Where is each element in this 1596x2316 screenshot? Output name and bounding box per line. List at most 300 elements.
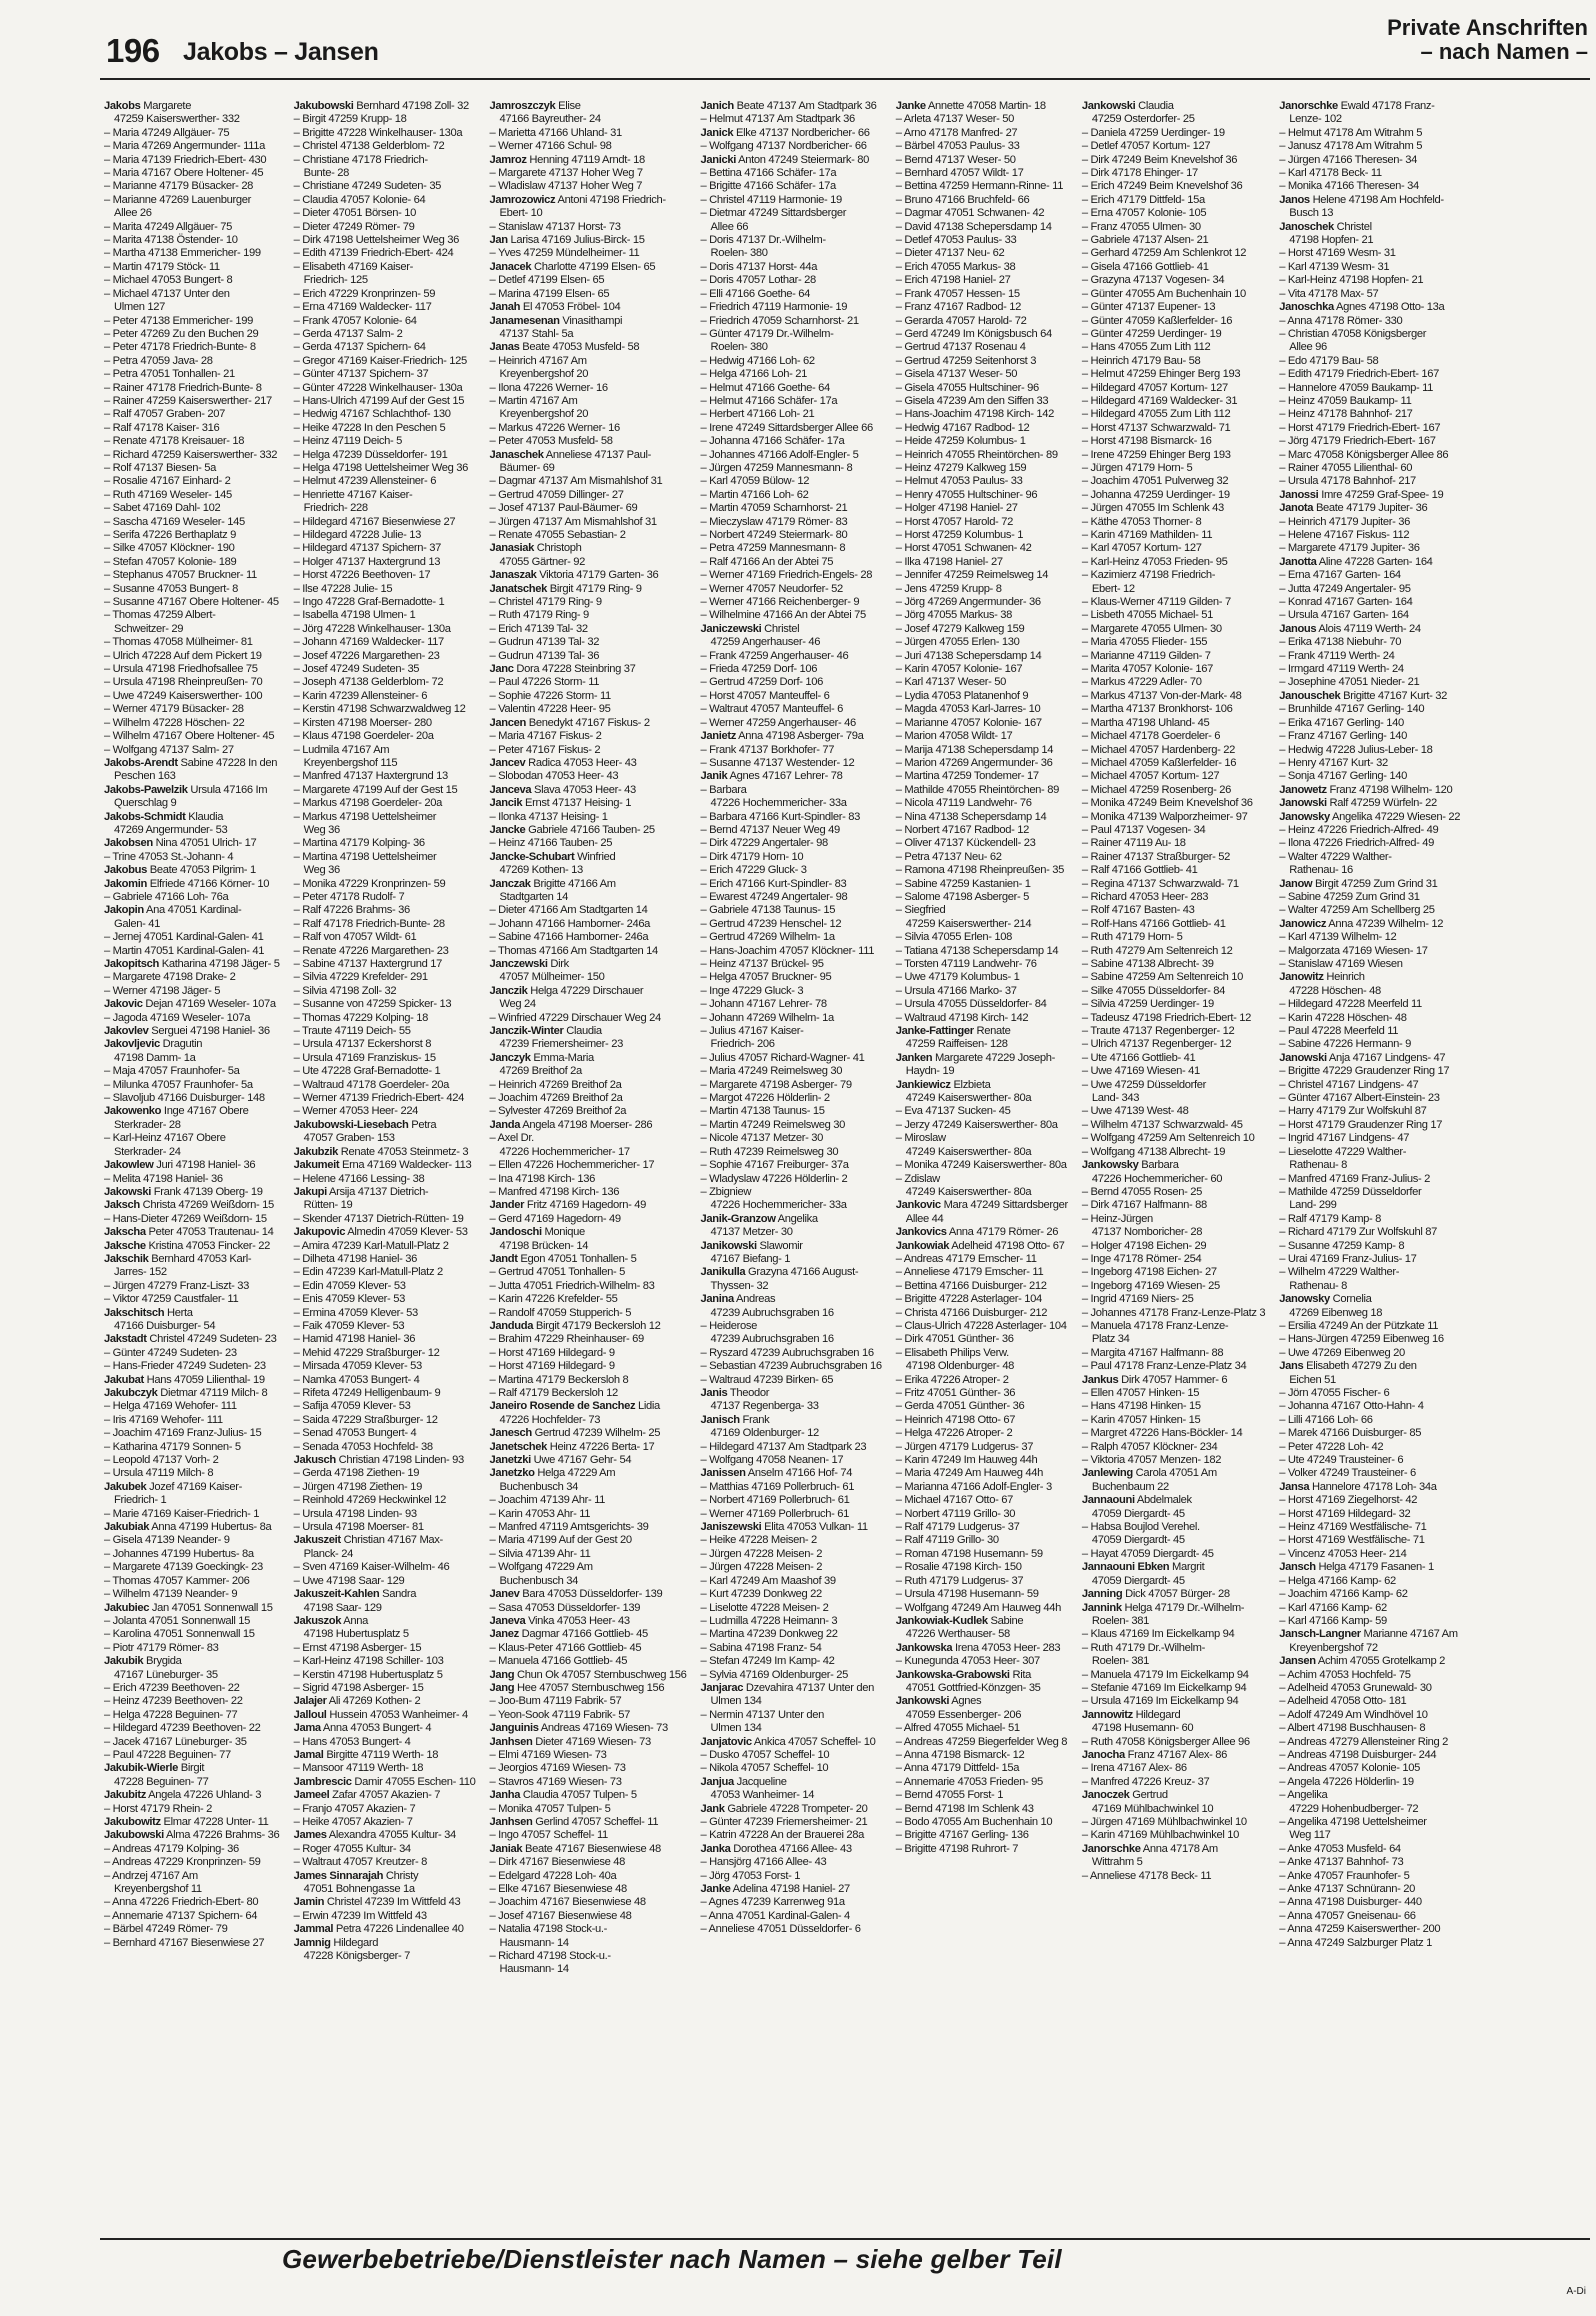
- listing-entry: [490, 985, 687, 998]
- listing-entry: [490, 971, 687, 984]
- listing-entry: [1279, 475, 1460, 488]
- entry-details: – Hans-Joachim 47057 Klöckner- 111: [700, 944, 875, 957]
- entry-details: 47198 Hubertusplatz 5: [303, 1628, 409, 1641]
- listing-entry: [701, 690, 882, 703]
- entry-details: – Hedwig 47167 Schlachthof- 130: [293, 408, 451, 421]
- entry-details: – Sven 47169 Kaiser-Wilhelm- 46: [293, 1561, 450, 1574]
- entry-details: Hans 47059 Lilienthal- 19: [143, 1373, 265, 1386]
- listing-entry: [1279, 1923, 1460, 1936]
- entry-details: – Jörg 47179 Friedrich-Ebert- 167: [1279, 435, 1436, 448]
- entry-details: – Magda 47053 Karl-Jarres- 10: [895, 703, 1041, 716]
- listing-entry: [1082, 1347, 1265, 1360]
- entry-details: – Gabriele 47137 Alsen- 21: [1081, 234, 1209, 247]
- listing-entry: [896, 1025, 1068, 1038]
- entry-details: Gabriele 47228 Trompeter- 20: [724, 1802, 868, 1815]
- entry-details: – Inge 47178 Römer- 254: [1081, 1252, 1202, 1265]
- listing-entry: [896, 797, 1068, 810]
- entry-details: – Erna 47169 Waldecker- 117: [293, 301, 432, 314]
- listing-entry: [701, 315, 882, 328]
- listing-entry: [294, 1896, 476, 1909]
- listing-entry: [896, 180, 1068, 193]
- entry-details: – Karl 47139 Wesm- 31: [1279, 260, 1390, 273]
- entry-details: – Ute 47249 Trausteiner- 6: [1279, 1454, 1404, 1467]
- entry-details: Allee 26: [114, 207, 152, 220]
- entry-details: – Heinz 47239 Beethoven- 22: [104, 1695, 243, 1708]
- entry-details: – Günter 47239 Friemersheimer- 21: [700, 1816, 868, 1828]
- listing-entry: [104, 1628, 280, 1641]
- entry-details: – Detlef 47053 Paulus- 33: [895, 234, 1017, 247]
- entry-details: – Kerstin 47198 Hubertusplatz 5: [293, 1668, 443, 1681]
- entry-details: – Helmut 47259 Ehinger Berg 193: [1081, 368, 1241, 381]
- listing-entry: [294, 1307, 476, 1320]
- entry-details: – Karl-Heinz 47167 Obere: [104, 1132, 226, 1145]
- entry-details: Alma 47226 Brahms- 36: [163, 1829, 280, 1842]
- listing-entry: [104, 931, 280, 944]
- entry-details: Birgit 47259 Zum Grind 31: [1312, 877, 1438, 890]
- listing-entry: [104, 1682, 280, 1695]
- listing-entry: [104, 650, 280, 663]
- entry-details: – Silvia 47139 Ahr- 11: [489, 1547, 591, 1560]
- entry-details: Adelheid 47198 Otto- 67: [949, 1239, 1065, 1252]
- listing-entry: [1279, 502, 1460, 515]
- entry-details: Birgit 47179 Ring- 9: [546, 582, 642, 595]
- entry-details: – Reinhold 47269 Heckwinkel 12: [293, 1494, 447, 1507]
- entry-details: – Wolfgang 47259 Am Seltenreich 10: [1081, 1132, 1255, 1145]
- entry-details: – Hildegard 47239 Beethoven- 22: [104, 1722, 261, 1735]
- entry-details: – Zdislaw: [895, 1172, 940, 1185]
- entry-details: – Helga 47169 Wehofer- 111: [104, 1400, 237, 1413]
- entry-details: Sabine: [987, 1614, 1024, 1627]
- listing-entry: [1279, 1602, 1460, 1615]
- entry-details: – Horst 47169 Hildegard- 9: [489, 1360, 615, 1373]
- listing-entry: [104, 1776, 280, 1789]
- listing-entry: [104, 516, 280, 529]
- listing-entry: [1082, 609, 1265, 622]
- listing-entry: [104, 221, 280, 234]
- entry-details: – Helga 47198 Uettelsheimer Weg 36: [293, 461, 469, 474]
- listing-entry: [104, 113, 280, 126]
- surname: Janiczewski: [700, 622, 762, 635]
- entry-details: – Jernej 47051 Kardinal-Galen- 41: [104, 931, 264, 944]
- entry-details: – Johann 47169 Waldecker- 117: [293, 636, 444, 649]
- entry-details: – Jörg 47055 Markus- 38: [895, 609, 1013, 622]
- listing-entry: [1082, 502, 1265, 515]
- listing-entry: [701, 636, 882, 649]
- entry-details: Barbara: [1138, 1159, 1179, 1172]
- listing-entry: [1279, 851, 1460, 864]
- listing-entry: [104, 1105, 280, 1118]
- surname: Janceva: [489, 783, 532, 796]
- entry-details: – Sigrid 47198 Asberger- 15: [293, 1681, 424, 1694]
- entry-details: – Manfred 47119 Amtsgerichts- 39: [489, 1521, 649, 1534]
- entry-details: Bernhard 47198 Zoll- 32: [353, 100, 469, 112]
- entry-details: – Silvia 47259 Uerdinger- 19: [1081, 998, 1214, 1011]
- listing-entry: [294, 100, 476, 113]
- listing-entry: [1279, 891, 1460, 904]
- entry-details: – Thomas 47229 Kolping- 18: [293, 1011, 428, 1024]
- entry-details: – Johannes 47166 Adolf-Engler- 5: [700, 448, 859, 461]
- entry-details: – Bruno 47166 Bruchfeld- 66: [895, 193, 1030, 206]
- surname: Jang: [489, 1681, 515, 1694]
- listing-entry: [1279, 1079, 1460, 1092]
- listing-entry: [701, 1454, 882, 1467]
- listing-entry: [1279, 408, 1460, 421]
- listing-entry: [1279, 650, 1460, 663]
- entry-details: – Edith 47179 Friedrich-Ebert- 167: [1279, 368, 1439, 381]
- listing-entry: [701, 1655, 882, 1668]
- entry-details: – Helmut 47239 Allensteiner- 6: [293, 475, 437, 488]
- entry-details: – Anna 47179 Dittfeld- 15a: [895, 1762, 1020, 1775]
- listing-entry: [294, 676, 476, 689]
- listing-entry: [104, 1803, 280, 1816]
- listing-entry: [104, 462, 280, 475]
- listing-entry: [294, 1508, 476, 1521]
- entry-details: – Ingeborg 47198 Eichen- 27: [1081, 1266, 1217, 1279]
- entry-details: – Ruth 47179 Ring- 9: [489, 609, 589, 622]
- entry-details: Roelen- 381: [1091, 1614, 1150, 1627]
- surname: Jakovlev: [104, 1025, 149, 1038]
- entry-details: – Monika 47249 Beim Knevelshof 36: [1081, 797, 1253, 810]
- listing-entry: [490, 1199, 687, 1212]
- listing-entry: [896, 1213, 1068, 1226]
- listing-entry: [294, 1280, 476, 1293]
- surname: Jans: [1279, 1360, 1304, 1373]
- listing-entry: [1279, 1937, 1460, 1950]
- listing-entry: [1082, 811, 1265, 824]
- surname: Janoczek: [1081, 1789, 1130, 1802]
- listing-entry: [1082, 489, 1265, 502]
- listing-entry: [896, 1333, 1068, 1346]
- entry-details: – Detlef 47057 Kortum- 127: [1081, 140, 1211, 153]
- entry-details: – Manuela 47179 Im Eickelkamp 94: [1081, 1668, 1249, 1681]
- surname: Jakupi: [293, 1185, 327, 1198]
- entry-details: – Bernd 47055 Forst- 1: [895, 1789, 1004, 1802]
- entry-details: – Roman 47198 Husemann- 59: [895, 1547, 1043, 1560]
- entry-details: Friedrich- 1: [114, 1494, 167, 1507]
- listing-entry: [1082, 717, 1265, 730]
- listing-entry: [701, 234, 882, 247]
- entry-details: – Karl-Heinz 47198 Hopfen- 21: [1279, 274, 1424, 287]
- entry-details: Inge 47167 Obere: [161, 1105, 249, 1118]
- listing-entry: [490, 1307, 687, 1320]
- entry-details: – Anna 47057 Gneisenau- 66: [1279, 1909, 1416, 1922]
- entry-details: Ankica 47057 Scheffel- 10: [751, 1735, 876, 1748]
- entry-details: – Sabine 47259 Am Seltenreich 10: [1081, 971, 1243, 984]
- listing-entry: [294, 1427, 476, 1440]
- listing-entry: [1279, 556, 1460, 569]
- surname: Janasiak: [489, 542, 534, 555]
- entry-details: – Dirk 47178 Ehinger- 17: [1081, 167, 1198, 180]
- entry-details: Claudia: [563, 1025, 602, 1038]
- surname: Jaksch: [104, 1199, 140, 1212]
- listing-entry: [896, 1494, 1068, 1507]
- listing-entry: [1279, 1776, 1460, 1789]
- entry-details: – Margarete 47139 Goeckingk- 23: [104, 1561, 263, 1574]
- entry-details: – Wolfgang 47137 Salm- 27: [104, 743, 234, 756]
- listing-entry: [294, 1387, 476, 1400]
- listing-entry: [104, 1400, 280, 1413]
- listing-entry: [490, 1454, 687, 1467]
- entry-details: – Erika 47226 Atroper- 2: [895, 1373, 1009, 1386]
- listing-entry: [1279, 368, 1460, 381]
- listing-entry: [1082, 368, 1265, 381]
- listing-entry: [490, 422, 687, 435]
- surname: Jankowska-Grabowski: [895, 1668, 1010, 1681]
- entry-details: Benedykt 47167 Fiskus- 2: [525, 716, 650, 729]
- listing-entry: [701, 274, 882, 287]
- entry-details: – Ernst 47198 Asberger- 15: [293, 1641, 422, 1654]
- listing-entry: [896, 1709, 1068, 1722]
- entry-details: – Gerda 47051 Günther- 36: [895, 1400, 1025, 1413]
- listing-entry: [896, 931, 1068, 944]
- listing-entry: [701, 1427, 882, 1440]
- listing-entry: [701, 811, 882, 824]
- listing-entry: [104, 1669, 280, 1682]
- entry-details: – Bettina 47259 Hermann-Rinne- 11: [895, 180, 1064, 193]
- surname: Jakubik: [104, 1655, 144, 1668]
- listing-entry: [896, 824, 1068, 837]
- listing-entry: [701, 382, 882, 395]
- listing-entry: [896, 1789, 1068, 1802]
- listing-entry: [490, 770, 687, 783]
- entry-details: Birgitte 47119 Werth- 18: [323, 1748, 439, 1761]
- listing-entry: [896, 1762, 1068, 1775]
- listing-entry: [701, 1588, 882, 1601]
- listing-entry: [701, 1347, 882, 1360]
- entry-details: – Ryszard 47239 Aubruchsgraben 16: [700, 1346, 874, 1359]
- entry-details: – Manfred 47198 Kirch- 136: [489, 1185, 620, 1198]
- entry-details: – Dirk 47051 Günther- 36: [895, 1333, 1014, 1346]
- entry-details: – Klaus-Werner 47119 Gilden- 7: [1081, 596, 1231, 609]
- listing-entry: [104, 1467, 280, 1480]
- listing-entry: [896, 1079, 1068, 1092]
- listing-entry: [701, 1923, 882, 1936]
- entry-details: – Rainer 47178 Friedrich-Bunte- 8: [104, 381, 262, 394]
- listing-entry: [701, 851, 882, 864]
- listing-entry: [490, 596, 687, 609]
- entry-details: – Gisela 47137 Weser- 50: [895, 368, 1018, 381]
- listing-entry: [490, 1856, 687, 1869]
- entry-details: – Ursula 47198 Friedhofsallee 75: [104, 663, 258, 676]
- entry-details: – Nikola 47057 Scheffel- 10: [700, 1762, 829, 1775]
- entry-details: – Lilli 47166 Loh- 66: [1279, 1413, 1373, 1426]
- listing-entry: [701, 1816, 882, 1829]
- listing-entry: [896, 998, 1068, 1011]
- listing-entry: [104, 1923, 280, 1936]
- entry-details: – Julius 47057 Richard-Wagner- 41: [700, 1051, 865, 1064]
- entry-details: – Irmgard 47119 Werth- 24: [1279, 663, 1404, 676]
- listing-entry: [104, 663, 280, 676]
- entry-details: Frank 47139 Oberg- 19: [150, 1185, 263, 1198]
- listing-entry: [104, 904, 280, 917]
- entry-details: – Rainer 47119 Au- 18: [1081, 837, 1186, 850]
- entry-details: – Andreas 47229 Kronprinzen- 59: [104, 1856, 261, 1869]
- entry-details: – Ralf 47226 Brahms- 36: [293, 904, 410, 917]
- listing-entry: [490, 757, 687, 770]
- surname: Jakubczyk: [104, 1387, 158, 1399]
- entry-details: – Gerd 47169 Hagedorn- 49: [489, 1212, 621, 1225]
- listing-entry: [701, 784, 882, 797]
- listing-entry: [294, 288, 476, 301]
- entry-details: – Dirk 47179 Horn- 10: [700, 850, 804, 863]
- listing-entry: [294, 408, 476, 421]
- listing-entry: [490, 516, 687, 529]
- listing-entry: [1279, 140, 1460, 153]
- listing-entry: [1279, 154, 1460, 167]
- listing-entry: [104, 1642, 280, 1655]
- entry-details: – Salome 47198 Asberger- 5: [895, 890, 1030, 903]
- entry-details: 47259 Kaiserswerther- 214: [905, 917, 1032, 930]
- listing-entry: [1279, 180, 1460, 193]
- entry-details: – Maja 47057 Fraunhofer- 5a: [104, 1065, 240, 1078]
- entry-details: – Stanislaw 47169 Wiesen: [1279, 958, 1403, 970]
- entry-details: – Barbara: [700, 783, 747, 796]
- surname: Jankowska: [895, 1641, 953, 1654]
- entry-details: 47166 Bayreuther- 24: [499, 113, 601, 126]
- listing-entry: [896, 676, 1068, 689]
- listing-entry: [1279, 542, 1460, 555]
- entry-details: – Richard 47198 Stock-u.-: [489, 1950, 611, 1963]
- entry-details: Dzevahira 47137 Unter den: [743, 1681, 874, 1694]
- listing-entry: [1279, 1709, 1460, 1722]
- listing-entry: [294, 1534, 476, 1547]
- entry-details: – Namka 47053 Bungert- 4: [293, 1373, 420, 1386]
- listing-entry: [490, 1508, 687, 1521]
- listing-entry: [490, 609, 687, 622]
- listing-entry: [1279, 663, 1460, 676]
- entry-details: – Angelika 47198 Uettelsheimer: [1279, 1816, 1427, 1828]
- entry-details: – Anke 47057 Fraunhofer- 5: [1279, 1869, 1410, 1882]
- entry-details: – Traute 47137 Regenberger- 12: [1081, 1025, 1235, 1038]
- entry-details: Viktoria 47179 Garten- 36: [536, 569, 659, 582]
- entry-details: – Silke 47055 Düsseldorfer- 84: [1081, 984, 1226, 997]
- entry-details: – Ruth 47279 Am Seltenreich 12: [1081, 944, 1233, 957]
- entry-details: Kreyenbergshof 115: [303, 756, 398, 769]
- listing-entry: [294, 1052, 476, 1065]
- listing-entry: [1279, 784, 1460, 797]
- listing-entry: [294, 1441, 476, 1454]
- entry-details: Jozef 47169 Kaiser-: [146, 1480, 242, 1493]
- listing-entry: [104, 1253, 280, 1266]
- entry-details: – Doris 47057 Lothar- 28: [700, 274, 816, 287]
- entry-details: – Gerhard 47259 Am Schlenkrot 12: [1081, 247, 1247, 260]
- entry-details: – Johann 47166 Hamborner- 246a: [489, 917, 651, 930]
- listing-entry: [896, 1253, 1068, 1266]
- listing-entry: [104, 1789, 280, 1802]
- entry-details: – Helga 47226 Atroper- 2: [895, 1427, 1013, 1440]
- entry-details: – Hans 47053 Bungert- 4: [293, 1735, 411, 1748]
- entry-details: – Paul 47228 Beguinen- 77: [104, 1748, 231, 1761]
- listing-entry: [701, 1240, 882, 1253]
- entry-details: 47239 Aubruchsgraben 16: [710, 1306, 834, 1319]
- listing-entry: [104, 824, 280, 837]
- entry-details: – Karin 47239 Allensteiner- 6: [293, 689, 428, 702]
- entry-details: Aline 47228 Garten- 164: [1316, 555, 1433, 568]
- entry-details: – Kunegunda 47053 Heer- 307: [895, 1655, 1040, 1668]
- entry-details: Christian 47198 Linden- 93: [335, 1454, 464, 1467]
- listing-entry: [1082, 382, 1265, 395]
- listing-entry: [1279, 1347, 1460, 1360]
- listing-entry: [294, 1803, 476, 1816]
- surname: Janicki: [700, 153, 737, 166]
- entry-details: Angela 47226 Uhland- 3: [145, 1789, 262, 1802]
- surname: Janka: [700, 1842, 731, 1855]
- listing-entry: [1279, 864, 1460, 877]
- entry-details: – Maria 47249 Reimelsweg 30: [700, 1065, 843, 1078]
- listing-entry: [104, 261, 280, 274]
- entry-details: – Sophie 47167 Freiburger- 37a: [700, 1159, 849, 1172]
- listing-entry: [701, 596, 882, 609]
- entry-details: – Markus 47198 Goerdeler- 20a: [293, 797, 443, 810]
- entry-details: – Erich 47229 Gluck- 3: [700, 864, 807, 877]
- entry-details: – Karl 47249 Am Maashof 39: [700, 1574, 836, 1587]
- entry-details: – Brigitte 47229 Graudenzer Ring 17: [1279, 1065, 1450, 1078]
- listing-entry: [490, 288, 687, 301]
- entry-details: – Horst 47259 Kolumbus- 1: [895, 529, 1024, 541]
- surname: Jakubiec: [104, 1601, 150, 1614]
- entry-details: – Wolfgang 47058 Neanen- 17: [700, 1454, 844, 1467]
- entry-details: – Ursula 47119 Milch- 8: [104, 1467, 214, 1480]
- entry-details: – Rainer 47259 Kaiserswerther- 217: [104, 394, 272, 407]
- listing-entry: [490, 113, 687, 126]
- listing-entry: [1279, 583, 1460, 596]
- surname: James: [293, 1829, 327, 1842]
- listing-entry: [1082, 1521, 1265, 1534]
- surname: Jakobsen: [104, 837, 153, 850]
- listing-entry: [701, 1400, 882, 1413]
- listing-entry: [104, 1508, 280, 1521]
- entry-details: – Helmut 47166 Goethe- 64: [700, 381, 830, 394]
- listing-entry: [490, 1896, 687, 1909]
- listing-entry: [896, 449, 1068, 462]
- listing-entry: [1279, 529, 1460, 542]
- surname: Janota: [1279, 502, 1314, 515]
- listing-entry: [701, 717, 882, 730]
- entry-details: – Hedwig 47167 Radbod- 12: [895, 421, 1030, 434]
- listing-entry: [1279, 1803, 1460, 1816]
- entry-details: – Agnes 47239 Karrenweg 91a: [700, 1896, 845, 1909]
- entry-details: – Ralf 47166 An der Abtei 75: [700, 555, 834, 568]
- listing-entry: [1082, 1454, 1265, 1467]
- entry-details: – Heinz 47119 Deich- 5: [293, 435, 402, 448]
- entry-details: – Peter 47228 Loh- 42: [1279, 1440, 1384, 1453]
- listing-entry: [490, 180, 687, 193]
- entry-details: Erna 47169 Waldecker- 113: [339, 1159, 472, 1172]
- entry-details: – Lisbeth 47055 Michael- 51: [1081, 609, 1214, 622]
- listing-entry: [104, 690, 280, 703]
- entry-details: Anna 47178 Am: [1140, 1842, 1218, 1855]
- listing-entry: [490, 1803, 687, 1816]
- listing-entry: [104, 1534, 280, 1547]
- entry-details: – Dagmar 47051 Schwanen- 42: [895, 207, 1045, 220]
- listing-entry: [701, 1146, 882, 1159]
- listing-entry: [896, 1534, 1068, 1547]
- entry-details: Petra: [408, 1118, 437, 1131]
- listing-entry: [701, 1280, 882, 1293]
- entry-details: – Joseph 47138 Gelderblom- 72: [293, 676, 444, 689]
- surname: Jakopin: [104, 904, 144, 917]
- entry-details: – Sascha 47169 Weseler- 145: [104, 515, 245, 528]
- entry-details: – Winfried 47229 Dirschauer Weg 24: [489, 1011, 661, 1024]
- listing-entry: [104, 851, 280, 864]
- surname: Janacek: [489, 260, 532, 273]
- listing-entry: [896, 382, 1068, 395]
- entry-details: – Claus-Ulrich 47228 Asterlager- 104: [895, 1319, 1067, 1332]
- listing-entry: [294, 1575, 476, 1588]
- surname: Jancke-Schubart: [489, 850, 575, 863]
- listing-entry: [896, 1360, 1068, 1373]
- listing-entry: [104, 717, 280, 730]
